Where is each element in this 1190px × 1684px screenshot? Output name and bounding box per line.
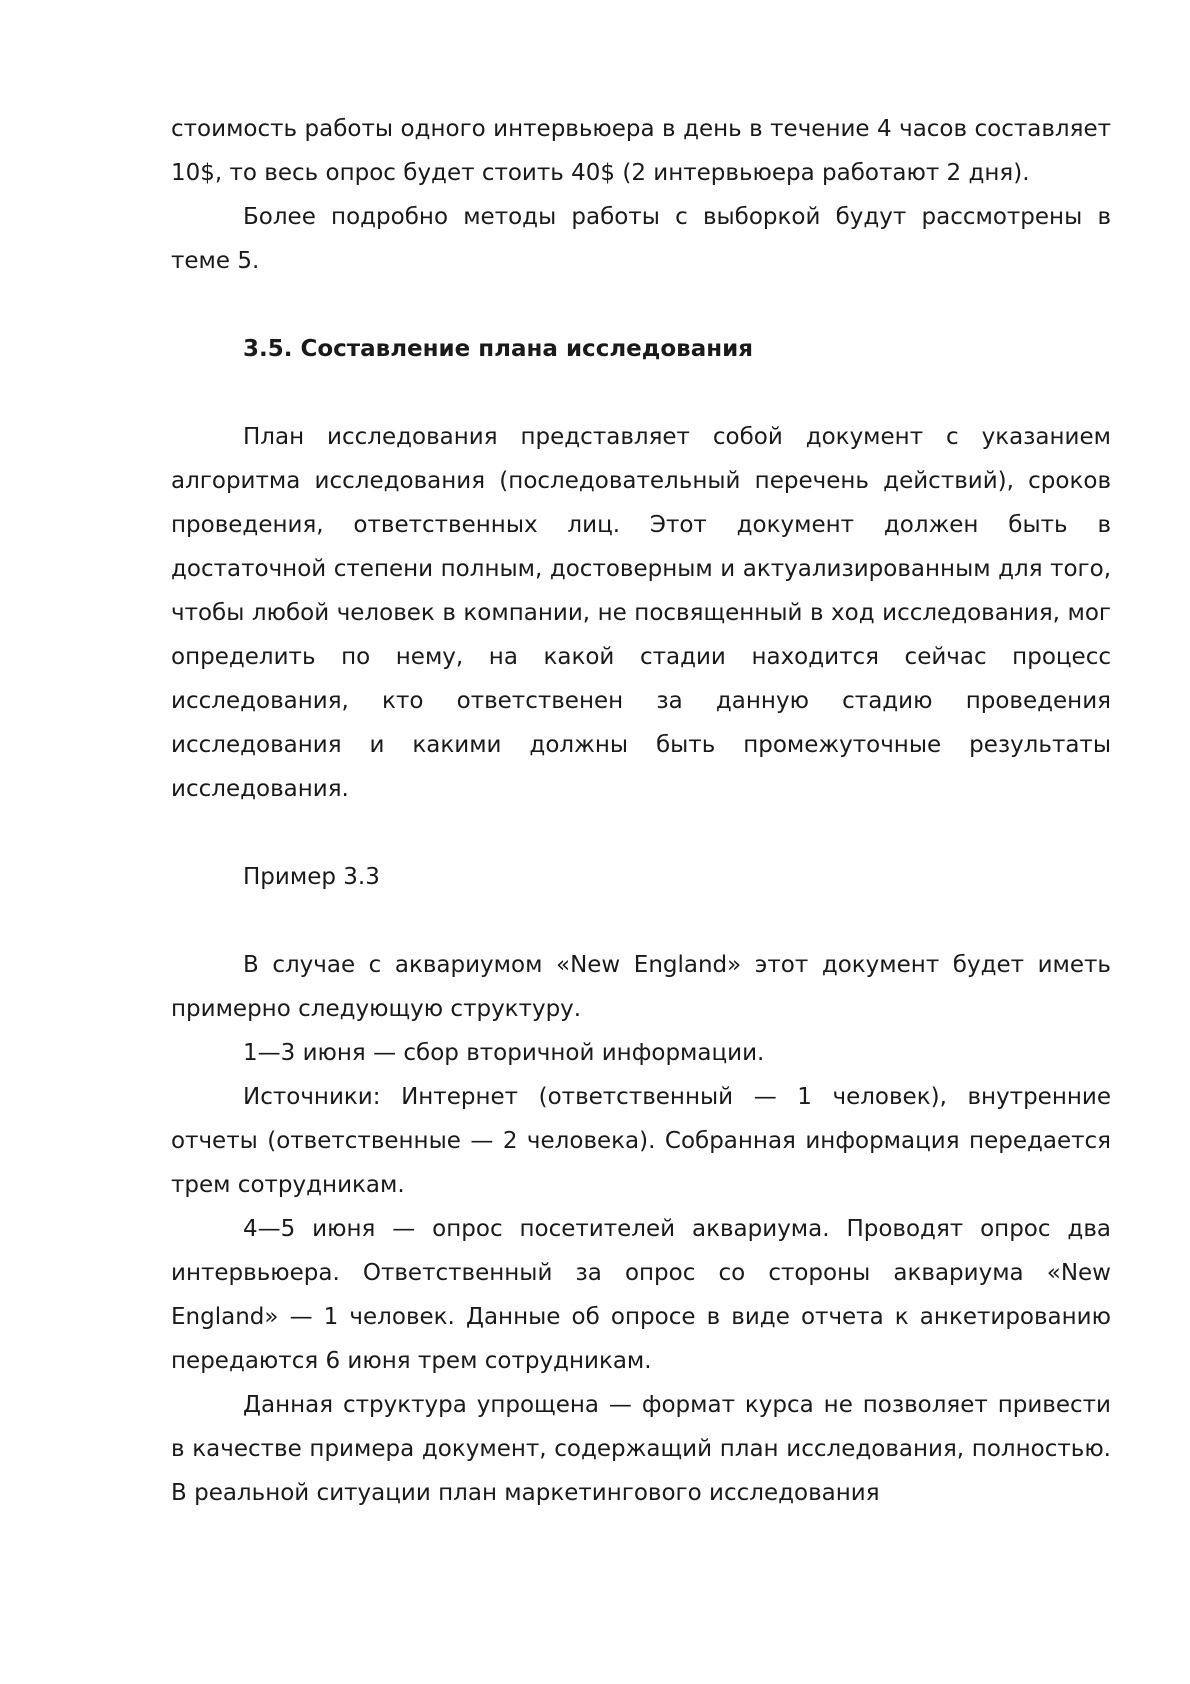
example-label: Пример 3.3 <box>243 864 380 890</box>
paragraph-sampling-reference: Более подробно методы работы с выборкой будут рассмотрены в теме 5. <box>171 204 1111 274</box>
paragraph-research-plan-definition: План исследования представляет собой документ с указанием алгоритма исследования (последовательный перечень действий), сроков проведения, ответственных лиц. Этот документ должен быть в достаточной степени полным, достоверным и актуализированным для того, чтобы любой человек в компании, не посвященный в ход исследования, мог определить по нему, на какой стадии находится сейчас процесс исследования, кто ответственен за данную стадию проведения исследования и какими должны быть промежуточные результаты исследования. <box>171 424 1111 802</box>
paragraph-simplified-note: Данная структура упрощена — формат курса не позволяет привести в качестве примера документ, содержащий план исследования, полностью. В реальной ситуации план маркетингового исследования <box>171 1392 1111 1506</box>
paragraph-example-intro: В случае с аквариумом «New England» этот документ будет иметь примерно следующую структуру. <box>171 952 1111 1022</box>
paragraph-continuation: стоимость работы одного интервьюера в день в течение 4 часов составляет 10$, то весь опрос будет стоить 40$ (2 интервьюера работают 2 дня). <box>171 116 1111 186</box>
section-heading: 3.5. Составление плана исследования <box>243 336 753 362</box>
paragraph-step-survey: 4—5 июня — опрос посетителей аквариума. Проводят опрос два интервьюера. Ответственный за опрос со стороны аквариума «New England» — 1 человек. Данные об опросе в виде отчета к анкетированию передаются 6 июня трем сотрудникам. <box>171 1216 1111 1374</box>
paragraph-sources: Источники: Интернет (ответственный — 1 человек), внутренние отчеты (ответственные — 2 человека). Собранная информация передается трем сотрудникам. <box>171 1084 1111 1198</box>
paragraph-step-secondary-info: 1—3 июня — сбор вторичной информации. <box>243 1040 765 1066</box>
document-page <box>171 107 1111 1515</box>
